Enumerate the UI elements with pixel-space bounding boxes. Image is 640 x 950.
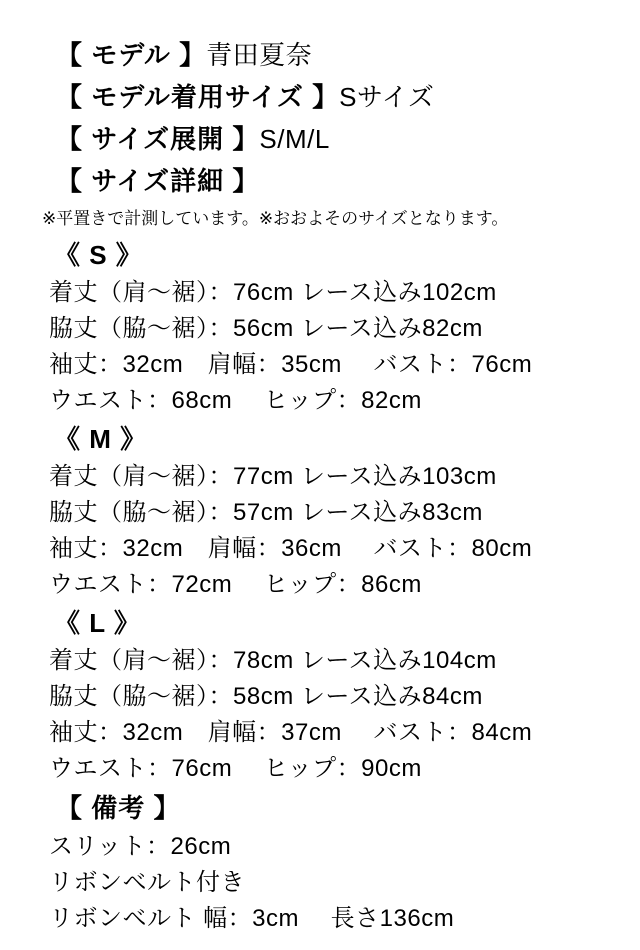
size-s-side-length-line: 脇丈（脇〜裾）：56cm レース込み82cm	[49, 315, 483, 342]
size-l-header: 《 L 》	[54, 608, 141, 638]
model-wearing-size-value: Sサイズ	[339, 82, 435, 112]
size-l-side-length-line: 脇丈（脇〜裾）：58cm レース込み84cm	[49, 683, 483, 710]
size-s-sleeve-shoulder-bust-line: 袖丈：32cm 肩幅：35cm バスト：76cm	[49, 351, 533, 378]
size-m-header: 《 M 》	[54, 424, 148, 454]
size-l-length-line: 着丈（肩〜裾）：78cm レース込み104cm	[49, 647, 497, 674]
size-detail-title-line	[0, 160, 640, 202]
model-wearing-size-label: 【 モデル着用サイズ 】	[56, 82, 340, 112]
size-range-line	[0, 118, 640, 160]
size-m-length-line: 着丈（肩〜裾）：77cm レース込み103cm	[49, 463, 497, 490]
size-section-m	[0, 419, 640, 603]
size-detail-title-label: 【 サイズ詳細 】	[56, 166, 260, 196]
model-value: 青田夏奈	[206, 40, 313, 70]
remarks-ribbon-belt-size-line: リボンベルト 幅：3cm 長さ136cm	[49, 905, 455, 932]
size-s-length-line: 着丈（肩〜裾）：76cm レース込み102cm	[49, 279, 497, 306]
model-line	[0, 34, 640, 76]
model-wearing-size-line	[0, 76, 640, 118]
size-m-side-length-line: 脇丈（脇〜裾）：57cm レース込み83cm	[49, 499, 483, 526]
measurement-note: ※平置きで計測しています。※おおよそのサイズとなります。	[42, 209, 509, 228]
size-section-s	[0, 235, 640, 419]
size-l-waist-hip-line: ウエスト：76cm ヒップ：90cm	[49, 755, 422, 782]
size-s-waist-hip-line: ウエスト：68cm ヒップ：82cm	[49, 387, 422, 414]
remarks-title-line	[0, 787, 640, 829]
remarks-title-label: 【 備考 】	[56, 793, 181, 823]
size-m-waist-hip-line: ウエスト：72cm ヒップ：86cm	[49, 571, 422, 598]
remarks-slit-line: スリット：26cm	[49, 833, 232, 860]
remarks-ribbon-belt-line: リボンベルト付き	[49, 869, 245, 896]
size-range-label: 【 サイズ展開 】	[56, 124, 260, 154]
size-section-l	[0, 603, 640, 787]
size-s-header: 《 S 》	[54, 240, 143, 270]
remarks-section	[0, 787, 640, 937]
size-m-sleeve-shoulder-bust-line: 袖丈：32cm 肩幅：36cm バスト：80cm	[49, 535, 533, 562]
size-range-value: S/M/L	[259, 124, 330, 154]
model-label: 【 モデル 】	[56, 40, 207, 70]
size-l-sleeve-shoulder-bust-line: 袖丈：32cm 肩幅：37cm バスト：84cm	[49, 719, 533, 746]
